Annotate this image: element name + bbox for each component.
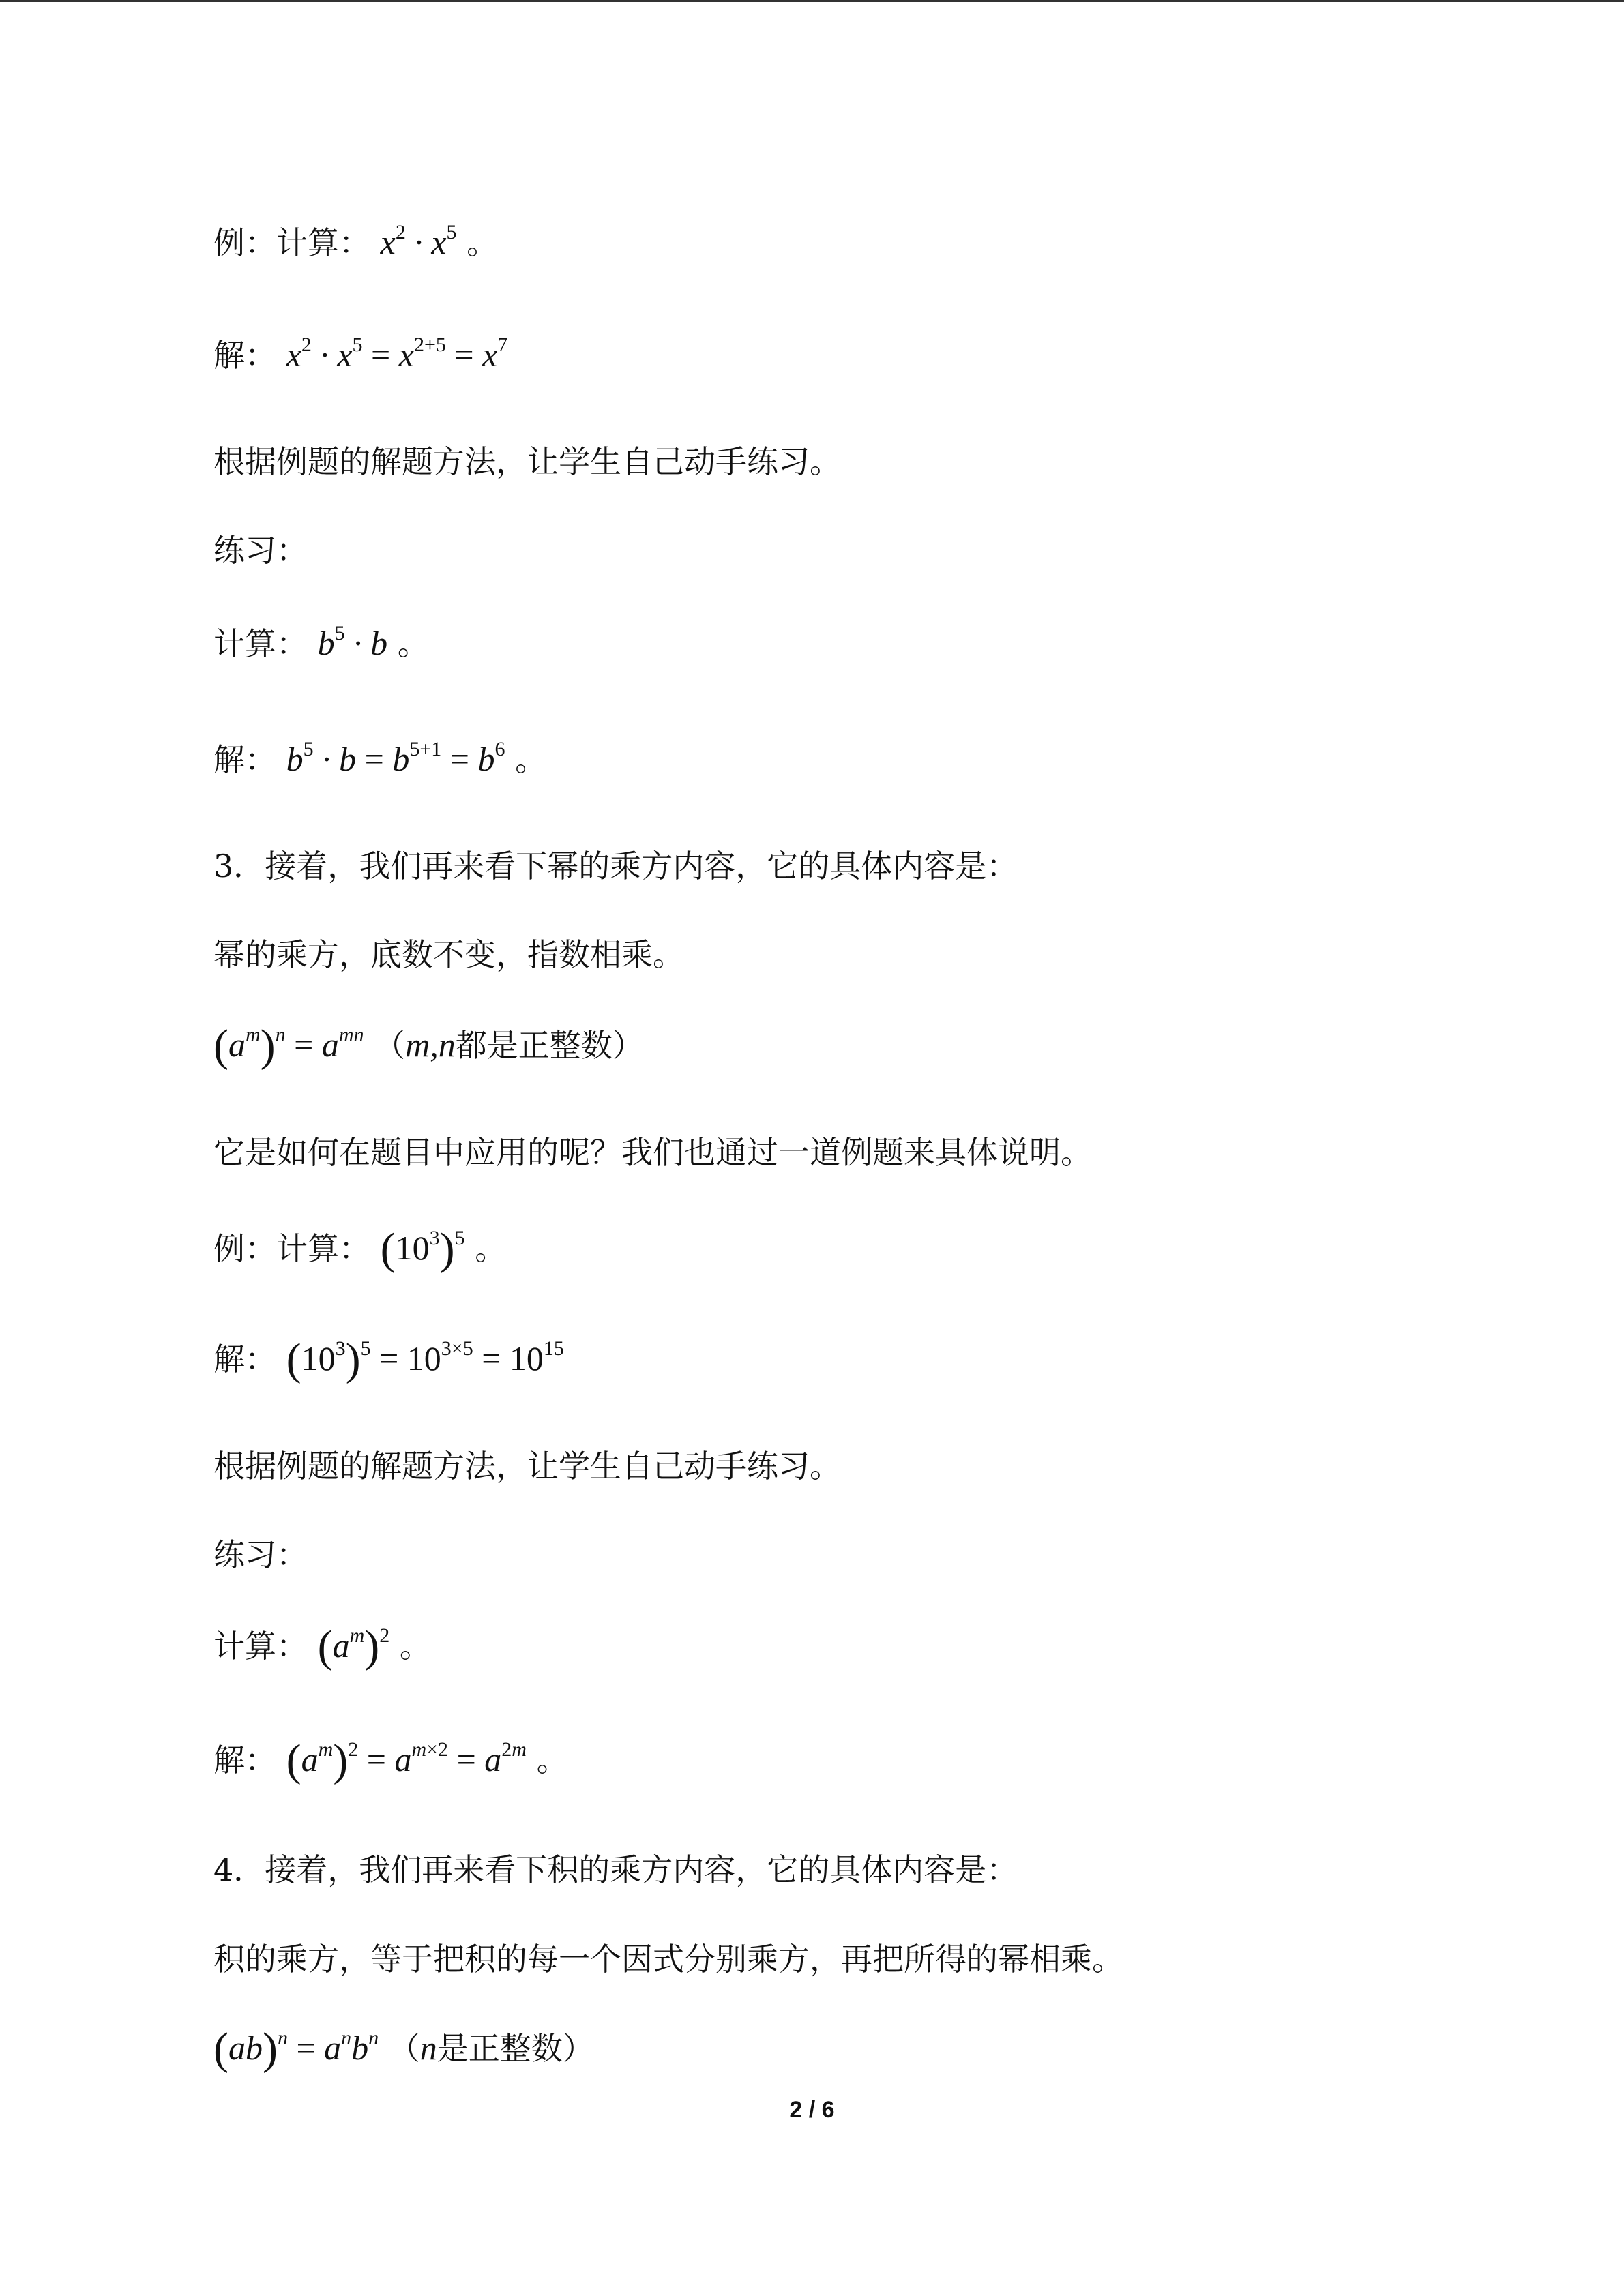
section-4-intro: 4．接着，我们再来看下积的乘方内容，它的具体内容是：	[213, 1851, 1018, 1888]
practice-question-2: 计算： $(a^m)^2$ 。	[213, 1622, 431, 1671]
practice-label-1: 练习：	[213, 532, 308, 569]
formula-practice-answer-2: $(a^m)^2 = a^{m\times 2} = a^{2m}$	[286, 1735, 527, 1785]
formula-example-1: $x^2 \cdot x^5$	[380, 221, 457, 261]
formula-power-of-power: $(a^m)^n = a^{mn}$	[213, 1021, 364, 1071]
solution-1	[213, 334, 507, 376]
formula-power-of-product: $(ab)^n = a^nb^n$	[213, 2024, 379, 2074]
formula-solution-2: $(10^3)^5 = 10^{3\times 5} = 10^{15}$	[286, 1335, 564, 1384]
instruction-2: 根据例题的解题方法，让学生自己动手练习。	[213, 1448, 841, 1485]
section-3-formula-line: $(a^m)^n = a^{mn}$ （m,n都是正整数）	[213, 1021, 644, 1071]
formula-practice-2: $(a^m)^2$	[317, 1622, 390, 1671]
formula-practice-answer-1: $b^5 \cdot b = b^{5+1} = b^6$	[286, 738, 505, 778]
formula-example-2: $(10^3)^5$	[380, 1224, 465, 1274]
solution-label: 解：	[213, 337, 276, 374]
practice-answer-1: 解： $b^5 \cdot b = b^{5+1} = b^6$ 。	[213, 738, 547, 778]
practice-answer-2: 解： $(a^m)^2 = a^{m\times 2} = a^{2m}$ 。	[213, 1735, 568, 1785]
instruction-1: 根据例题的解题方法，让学生自己动手练习。	[213, 443, 841, 480]
section-4-formula-line: $(ab)^n = a^nb^n$ （n是正整数）	[213, 2024, 594, 2074]
example-2: 例：计算： $(10^3)^5$ 。	[213, 1224, 507, 1274]
page-number: 2 / 6	[789, 2097, 835, 2123]
practice-question-1: 计算： $b^5 \cdot b$ 。	[213, 622, 429, 662]
top-border	[0, 0, 1624, 2]
section-3-rule: 幂的乘方，底数不变，指数相乘。	[213, 936, 684, 973]
section-3-question: 它是如何在题目中应用的呢？我们也通过一道例题来具体说明。	[213, 1134, 1092, 1171]
formula-solution-1: $x^2 \cdot x^5 = x^{2+5} = x^7$	[286, 333, 508, 374]
practice-label-2: 练习：	[213, 1536, 308, 1573]
section-3-intro: 3．接着，我们再来看下幂的乘方内容，它的具体内容是：	[213, 848, 1018, 884]
example-1: 例：计算： $x^2 \cdot x^5$ 。	[213, 221, 499, 261]
solution-2: 解： $(10^3)^5 = 10^{3\times 5} = 10^{15}$	[213, 1335, 564, 1384]
section-4-rule: 积的乘方，等于把积的每一个因式分别乘方，再把所得的幂相乘。	[213, 1941, 1123, 1978]
formula-practice-1: $b^5 \cdot b$	[317, 622, 388, 662]
example-label: 例：计算：	[213, 224, 370, 261]
